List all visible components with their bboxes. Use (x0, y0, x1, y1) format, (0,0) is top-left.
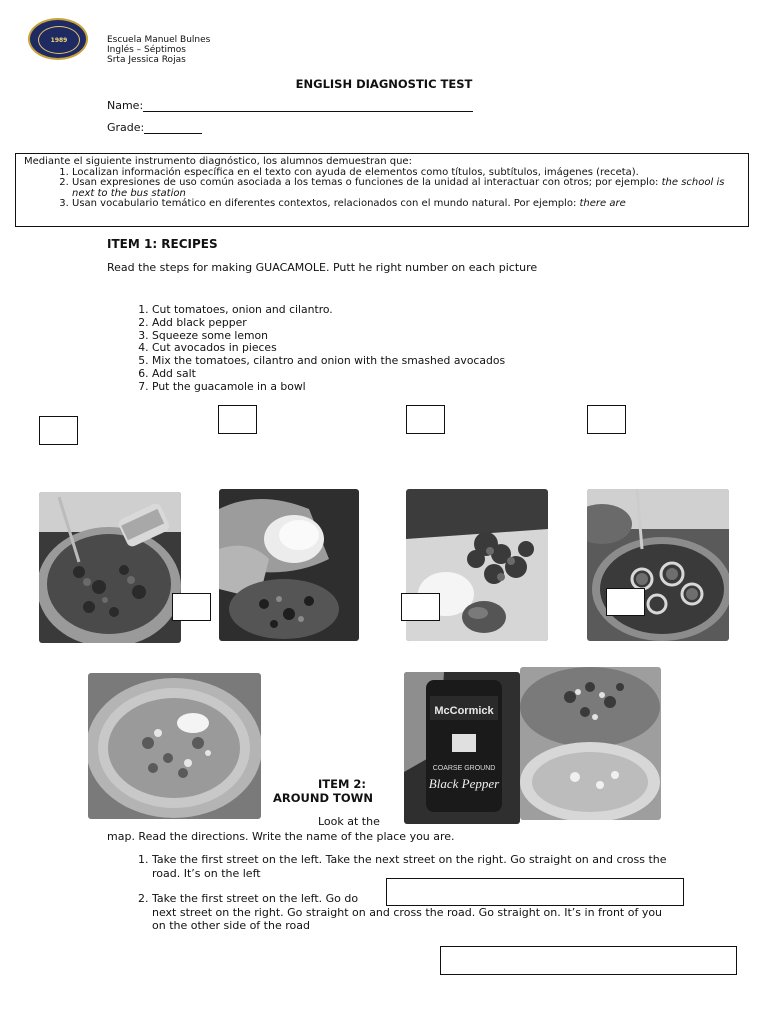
pepper-name-text: Black Pepper (428, 776, 500, 791)
pepper-brand-text: McCormick (434, 705, 494, 717)
item2-heading (273, 777, 373, 805)
item2-heading-line2: AROUND TOWN (273, 791, 373, 805)
recipe-steps (107, 304, 505, 394)
objective-item: 2. Usan expresiones de uso común asociada a los temas o funciones de la unidad al interactuar con otros; por ejemplo: the school is next to the bus station (72, 178, 740, 199)
step-item: 6. Add salt (152, 368, 505, 381)
objectives-list (24, 168, 740, 210)
photo-guacamole-bowl (88, 673, 261, 819)
direction-item: 1. Take the first street on the left. Take the next street on the right. Go straight on and cross the road. It’s on the left (152, 853, 672, 880)
answer-box[interactable] (606, 588, 645, 616)
name-label: Name: (107, 99, 144, 112)
item2-instruction: map. Read the directions. Write the name of the place you are. (107, 830, 455, 843)
name-field[interactable] (107, 99, 473, 112)
answer-box[interactable] (172, 593, 211, 621)
school-info (107, 35, 210, 65)
photo-mixed-bowl-image (520, 667, 661, 820)
step-item: 4. Cut avocados in pieces (152, 342, 505, 355)
answer-box[interactable] (587, 405, 626, 434)
grade-field[interactable] (107, 121, 202, 134)
answer-box[interactable] (218, 405, 257, 434)
pepper-type-text: COARSE GROUND (432, 765, 496, 772)
objectives-intro: Mediante el siguiente instrumento diagnóstico, los alumnos demuestran que: (24, 156, 412, 167)
answer-box[interactable] (39, 416, 78, 445)
direction-item: 2. Take the first street on the left. Go do next street on the right. Go straight on and cross the road. Go straight on. It’s in front of you on the other side of the road (152, 892, 672, 933)
photo-lemon-image (219, 489, 359, 641)
course-name: Inglés – Séptimos (107, 45, 186, 55)
look-at-text: Look at the (318, 815, 380, 828)
photo-tomato-bowl (587, 489, 729, 641)
school-logo (28, 18, 88, 60)
photo-mixed-bowl (520, 667, 661, 820)
test-title: ENGLISH DIAGNOSTIC TEST (295, 77, 473, 91)
answer-box[interactable] (401, 593, 440, 621)
step-item: 1. Cut tomatoes, onion and cilantro. (152, 304, 505, 317)
objective-item: 3. Usan vocabulario temático en diferentes contextos, relacionados con el mundo natural. Por ejemplo: there are (72, 199, 740, 210)
school-name: Escuela Manuel Bulnes (107, 35, 211, 45)
direction-answer-box[interactable] (386, 878, 684, 906)
photo-tomato-bowl-image (587, 489, 729, 641)
item1-heading: ITEM 1: RECIPES (107, 237, 218, 251)
step-item: 7. Put the guacamole in a bowl (152, 381, 505, 394)
grade-line[interactable] (144, 122, 202, 134)
step-item: 2. Add black pepper (152, 317, 505, 330)
objectives-box (15, 153, 749, 227)
item1-instruction: Read the steps for making GUACAMOLE. Putt he right number on each picture (107, 261, 538, 274)
photo-black-pepper (404, 672, 520, 824)
name-line[interactable] (143, 100, 473, 112)
grade-label: Grade: (107, 121, 145, 134)
photo-salt-mix (39, 492, 181, 643)
objective-item: 1. Localizan información específica en el texto con ayuda de elementos como títulos, subtítulos, imágenes (receta). (72, 168, 740, 179)
item2-heading-line1: ITEM 2: (318, 777, 367, 791)
logo-year: 1989 (50, 36, 68, 44)
direction-answer-box[interactable] (440, 946, 737, 975)
step-item: 3. Squeeze some lemon (152, 330, 505, 343)
photo-guacamole-bowl-image (88, 673, 261, 819)
step-item: 5. Mix the tomatoes, cilantro and onion with the smashed avocados (152, 355, 505, 368)
logo-seal (38, 26, 80, 54)
teacher-name: Srta Jessica Rojas (107, 55, 186, 65)
photo-salt-mix-image (39, 492, 181, 643)
photo-lemon (219, 489, 359, 641)
answer-box[interactable] (406, 405, 445, 434)
photo-black-pepper-image (404, 672, 520, 824)
